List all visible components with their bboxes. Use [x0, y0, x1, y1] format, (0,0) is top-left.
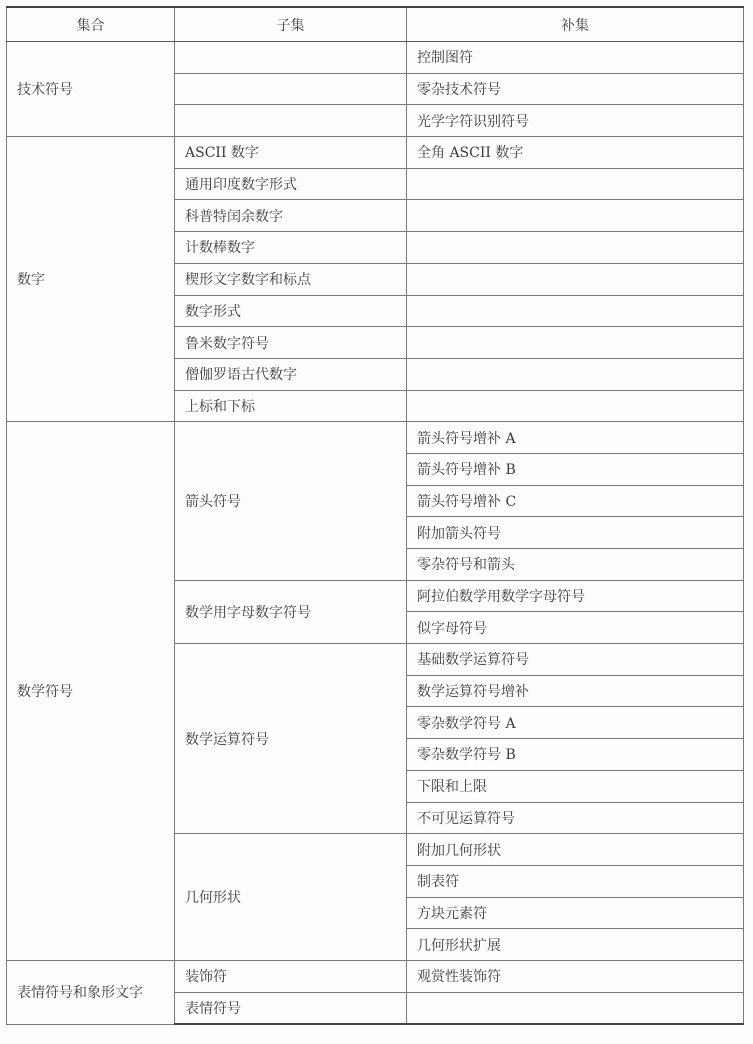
table-cell	[407, 390, 744, 422]
unicode-symbol-set-table	[6, 6, 744, 1025]
table-cell: 光学字符识别符号	[407, 105, 744, 137]
table-cell: 制表符	[407, 865, 744, 897]
table-cell: 数学符号	[7, 422, 175, 961]
table-cell: ASCII 数字	[175, 137, 407, 169]
table-cell: 似字母符号	[407, 612, 744, 644]
table-cell	[175, 105, 407, 137]
table-cell	[407, 263, 744, 295]
table-cell: 全角 ASCII 数字	[407, 137, 744, 169]
table-cell: 上标和下标	[175, 390, 407, 422]
table-cell: 箭头符号增补 C	[407, 485, 744, 517]
table-cell: 零杂技术符号	[407, 73, 744, 105]
table-cell	[407, 358, 744, 390]
table-header	[7, 7, 744, 42]
table-cell: 阿拉伯数学用数学字母符号	[407, 580, 744, 612]
table-row	[7, 422, 744, 454]
table-cell	[407, 200, 744, 232]
header-subset: 子集	[175, 7, 407, 42]
table-cell: 基础数学运算符号	[407, 644, 744, 676]
header-set: 集合	[7, 7, 175, 42]
table-cell: 计数棒数字	[175, 232, 407, 264]
table-cell: 数字形式	[175, 295, 407, 327]
table-cell: 楔形文字数字和标点	[175, 263, 407, 295]
table-cell: 技术符号	[7, 42, 175, 137]
table-cell: 数学用字母数字符号	[175, 580, 407, 643]
table-cell: 箭头符号增补 B	[407, 453, 744, 485]
table-cell: 零杂数学符号 A	[407, 707, 744, 739]
table-cell: 僧伽罗语古代数字	[175, 358, 407, 390]
table-row	[7, 42, 744, 74]
table-cell: 附加箭头符号	[407, 517, 744, 549]
table-cell: 不可见运算符号	[407, 802, 744, 834]
table-cell	[407, 327, 744, 359]
table-cell: 数学运算符号增补	[407, 675, 744, 707]
table-cell	[407, 992, 744, 1024]
table-cell	[407, 232, 744, 264]
table-cell: 几何形状	[175, 834, 407, 961]
table-cell: 观赏性装饰符	[407, 960, 744, 992]
table-cell: 零杂数学符号 B	[407, 739, 744, 771]
table-cell: 方块元素符	[407, 897, 744, 929]
table-cell: 箭头符号增补 A	[407, 422, 744, 454]
table-cell: 装饰符	[175, 960, 407, 992]
table-cell: 数字	[7, 137, 175, 422]
table-cell: 附加几何形状	[407, 834, 744, 866]
table-cell: 通用印度数字形式	[175, 168, 407, 200]
table-cell: 下限和上限	[407, 770, 744, 802]
header-supplement: 补集	[407, 7, 744, 42]
table-row	[7, 137, 744, 169]
table-cell: 控制图符	[407, 42, 744, 74]
table-cell: 鲁米数字符号	[175, 327, 407, 359]
table-cell: 表情符号和象形文字	[7, 960, 175, 1024]
table-row	[7, 960, 744, 992]
header-row	[7, 7, 744, 42]
table-cell: 几何形状扩展	[407, 929, 744, 961]
table-cell	[407, 168, 744, 200]
table-cell: 箭头符号	[175, 422, 407, 580]
table-cell: 科普特闰余数字	[175, 200, 407, 232]
table-cell: 表情符号	[175, 992, 407, 1024]
table-cell: 数学运算符号	[175, 644, 407, 834]
table-cell	[175, 73, 407, 105]
table-cell	[175, 42, 407, 74]
table-cell: 零杂符号和箭头	[407, 549, 744, 581]
table-cell	[407, 295, 744, 327]
table-body	[7, 42, 744, 1025]
